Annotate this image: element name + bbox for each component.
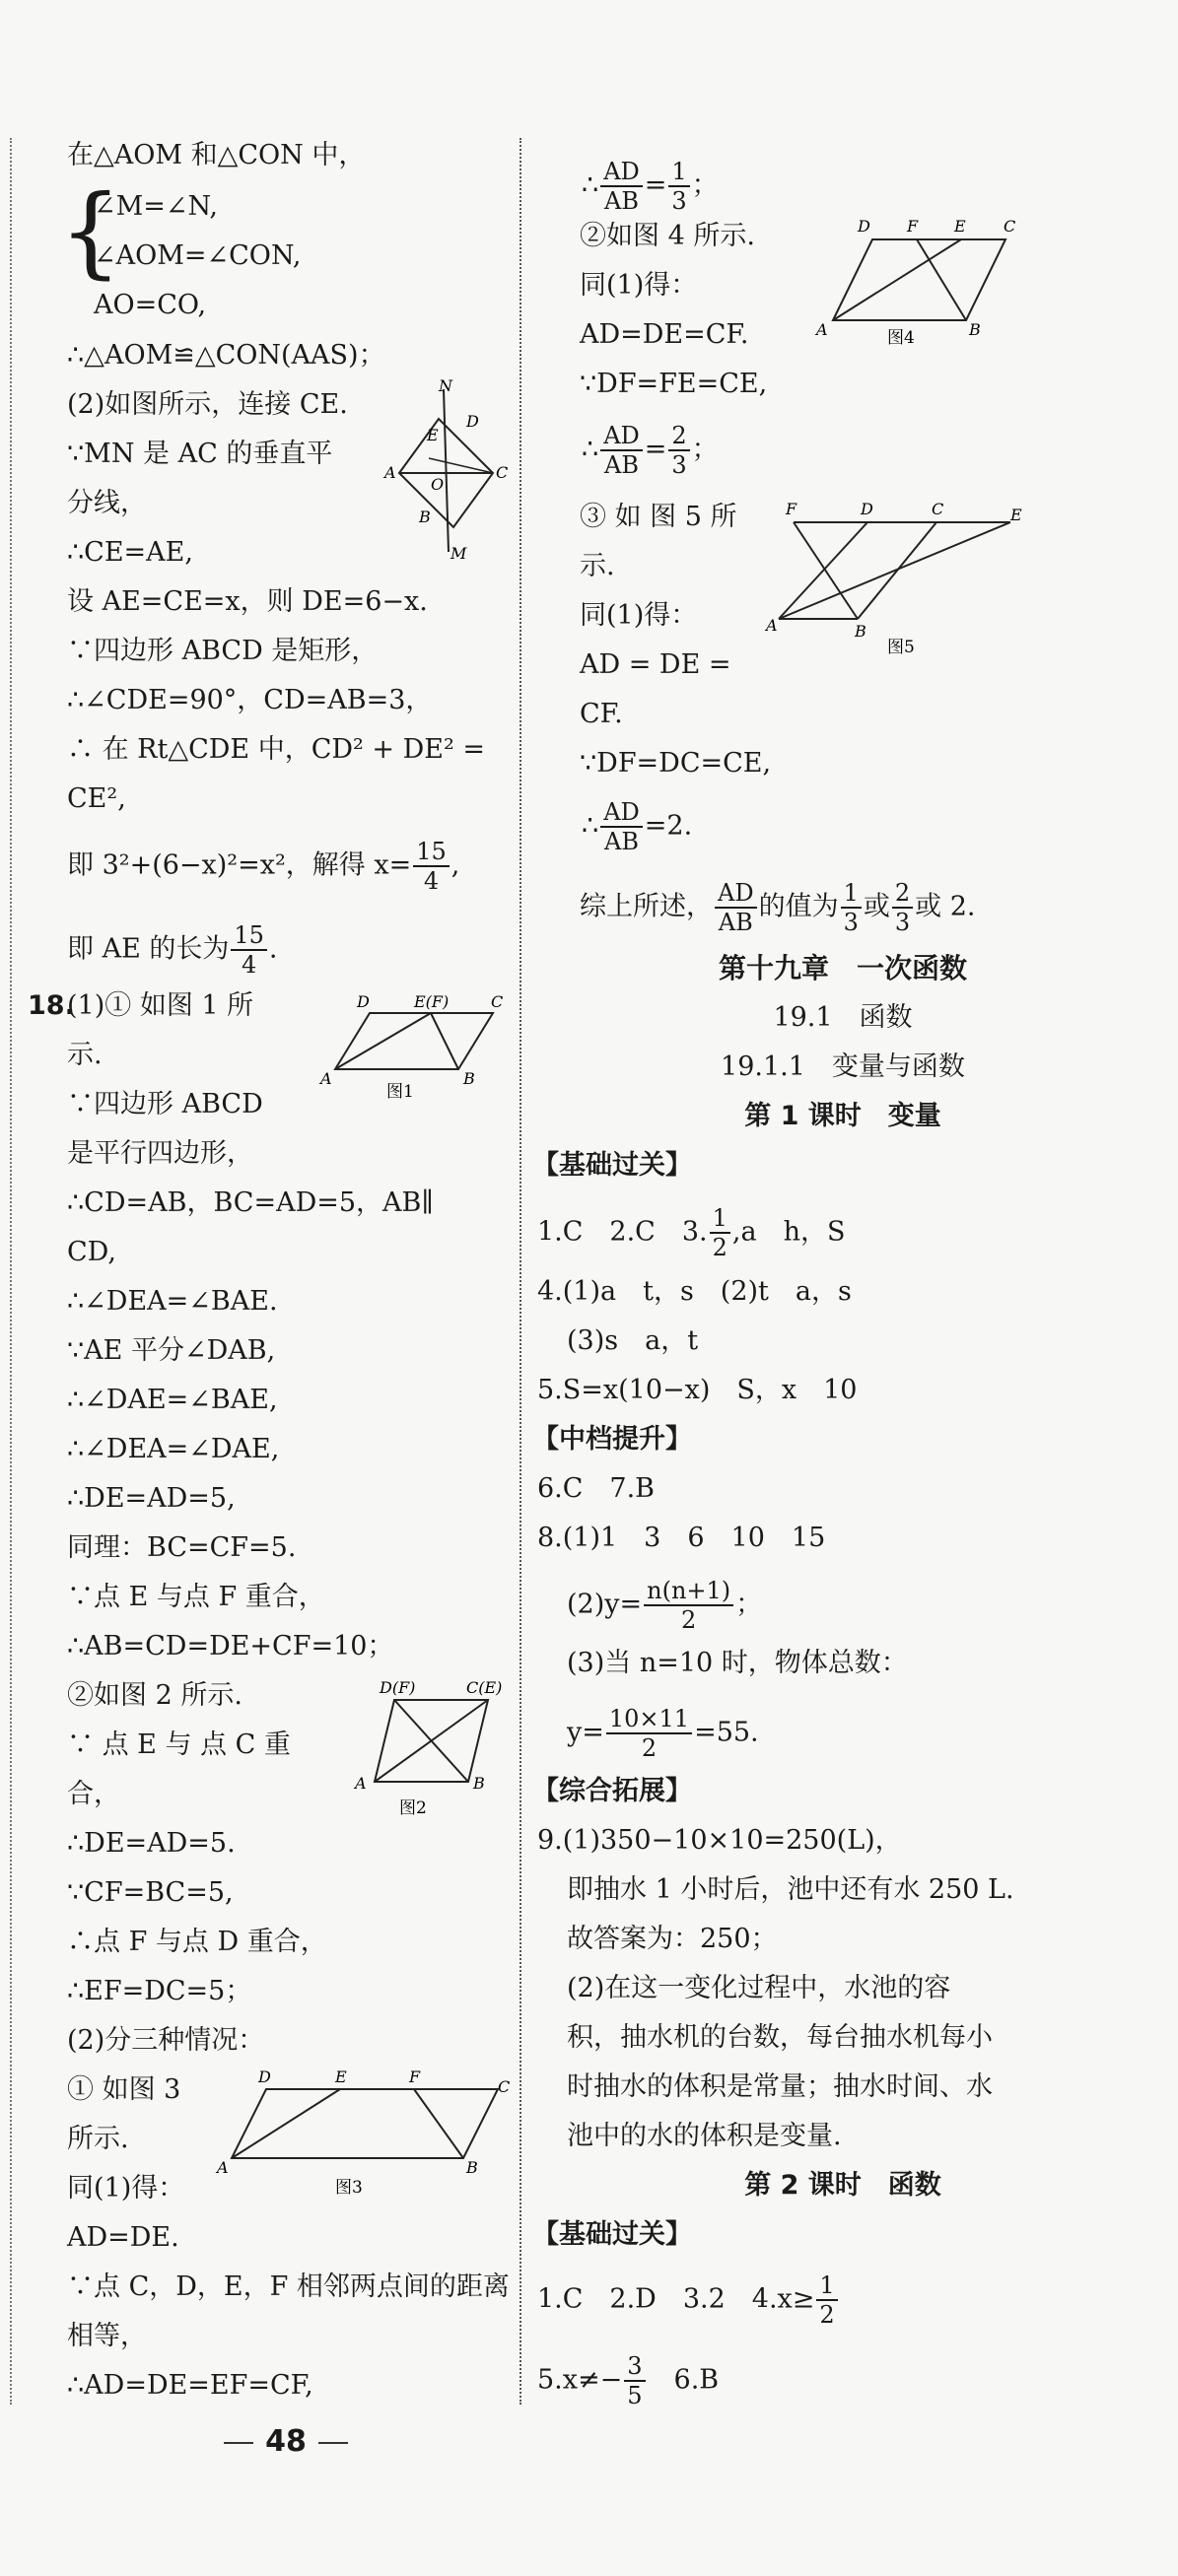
denominator: 3 bbox=[894, 909, 911, 936]
text-line: 是平行四边形， bbox=[67, 1138, 253, 1169]
denominator: 2 bbox=[681, 1606, 697, 1634]
text-line: ∴ 在 Rt△CDE 中，CD² + DE² = bbox=[67, 734, 486, 765]
fraction bbox=[231, 921, 267, 979]
text-line: ∴∠DEA=∠BAE. bbox=[67, 1286, 278, 1317]
text: ； bbox=[691, 434, 719, 465]
point-label: D(F) bbox=[380, 1678, 416, 1697]
text-line: 同(1)得： bbox=[67, 2173, 185, 2203]
point-label: C bbox=[1004, 217, 1016, 236]
text-line: ∵点 E 与点 F 重合， bbox=[67, 1582, 325, 1612]
text-line: 所示. bbox=[67, 2124, 129, 2154]
text-line: 同(1)得： bbox=[580, 600, 698, 631]
point-label: C bbox=[932, 500, 944, 518]
text-line: 同理：BC=CF=5. bbox=[67, 1532, 297, 1563]
point-label: E bbox=[427, 426, 439, 444]
text-line: 合， bbox=[67, 1779, 120, 1809]
section-heading: 【综合拓展】 bbox=[532, 1776, 692, 1806]
point-label: F bbox=[786, 500, 797, 518]
denominator: 3 bbox=[843, 909, 859, 936]
system-brace: { bbox=[59, 173, 122, 289]
text-line: (2)分三种情况： bbox=[67, 2025, 265, 2056]
text-line: AD=DE. bbox=[67, 2222, 179, 2253]
answer-line: (2)在这一变化过程中，水池的容 bbox=[567, 1973, 951, 2003]
text-line: ∵四边形 ABCD 是矩形， bbox=[67, 636, 379, 666]
point-label: C bbox=[496, 463, 509, 482]
answer-line: 积，抽水机的台数，每台抽水机每小 bbox=[567, 2022, 993, 2053]
text: 即 3²+(6−x)²=x²，解得 x= bbox=[67, 849, 412, 881]
figure-3 bbox=[212, 2065, 518, 2203]
text-line bbox=[582, 422, 719, 479]
question-number: 18. bbox=[28, 990, 75, 1021]
text-line: ∴AB=CD=DE+CF=10； bbox=[67, 1631, 394, 1661]
text-line: 即 AE 的长为 $\frac{15}{4}$ . bbox=[67, 921, 278, 979]
point-label: M bbox=[450, 544, 467, 562]
answer-line: 故答案为：250； bbox=[567, 1924, 778, 1954]
point-label: D bbox=[858, 217, 870, 236]
answer-line bbox=[567, 1705, 759, 1762]
point-label: A bbox=[816, 320, 828, 339]
text-line: 在△AOM 和△CON 中， bbox=[67, 140, 366, 170]
text: ∴ bbox=[582, 810, 599, 842]
denominator: 4 bbox=[242, 951, 257, 979]
point-label: A bbox=[766, 616, 778, 635]
point-label: E bbox=[954, 217, 966, 236]
section-title: 19.1 函数 bbox=[773, 1002, 913, 1033]
text-line: ∵AE 平分∠DAB, bbox=[67, 1335, 276, 1366]
point-label: D bbox=[861, 500, 873, 518]
numerator: 1 bbox=[710, 1204, 730, 1234]
text-line: ∵DF=FE=CE, bbox=[580, 369, 768, 399]
text-line: ∴CD=AB，BC=AD=5，AB∥ bbox=[67, 1187, 434, 1218]
numerator: 3 bbox=[624, 2352, 645, 2382]
point-label: E bbox=[1010, 506, 1022, 524]
lesson-title: 第 2 课时 函数 bbox=[744, 2170, 941, 2201]
numerator: 2 bbox=[668, 422, 689, 451]
point-label: B bbox=[419, 508, 431, 526]
text-line: ∵CF=BC=5, bbox=[67, 1877, 234, 1908]
point-label: B bbox=[466, 2158, 478, 2177]
figure-caption: 图5 bbox=[887, 638, 915, 657]
point-label: B bbox=[855, 622, 866, 641]
answer-line: 池中的水的体积是变量. bbox=[567, 2121, 842, 2151]
numerator: AD bbox=[600, 158, 643, 187]
fraction bbox=[668, 158, 689, 215]
fraction bbox=[644, 1577, 733, 1634]
point-label: N bbox=[439, 379, 452, 395]
text-line: (2)如图所示，连接 CE. bbox=[67, 389, 348, 420]
section-heading: 【基础过关】 bbox=[532, 2219, 692, 2250]
text-line: ∵MN 是 AC 的垂直平 bbox=[67, 439, 333, 469]
numerator: 15 bbox=[413, 838, 450, 867]
numerator: 1 bbox=[668, 158, 689, 187]
text-line: ① 如图 3 bbox=[67, 2074, 181, 2105]
text-line: 同(1)得： bbox=[580, 270, 698, 301]
lesson-title: 第 1 课时 变量 bbox=[744, 1101, 941, 1131]
fraction bbox=[600, 798, 643, 855]
fraction bbox=[600, 422, 643, 479]
point-label: C(E) bbox=[466, 1678, 503, 1697]
page-footer bbox=[187, 2424, 384, 2459]
text-line: ∴CE=AE, bbox=[67, 537, 193, 568]
answer-line: 1.C 2.C 3. $\frac{1}{2}$ ,a h，S bbox=[537, 1204, 846, 1261]
denominator: 4 bbox=[423, 867, 440, 895]
numerator: 15 bbox=[231, 921, 267, 951]
answer-line bbox=[537, 2271, 840, 2329]
answer-line: 即抽水 1 小时后，池中还有水 250 L. bbox=[567, 1874, 1014, 1905]
text-line: (1)① 如图 1 所 bbox=[67, 990, 254, 1021]
page-number: 48 bbox=[265, 2424, 307, 2459]
text: 综上所述， bbox=[580, 891, 713, 922]
text: y= bbox=[567, 1717, 604, 1748]
text-line: 即 3²+(6−x)²=x²，解得 x= $\frac{15}{4}$ , bbox=[67, 838, 460, 895]
text-line bbox=[582, 158, 719, 215]
fraction bbox=[710, 1204, 730, 1261]
text-line: 相等， bbox=[67, 2321, 147, 2351]
text-line: 分线， bbox=[67, 488, 147, 518]
text-line: ∴△AOM≌△CON(AAS)； bbox=[67, 340, 385, 371]
text-line: AD=DE=CF. bbox=[580, 319, 749, 350]
text-line: CF. bbox=[580, 699, 623, 729]
text: 的值为 bbox=[758, 891, 839, 922]
section-heading: 【基础过关】 bbox=[532, 1150, 692, 1181]
text: 或 bbox=[863, 891, 890, 922]
fraction bbox=[600, 158, 643, 215]
point-label: F bbox=[409, 2068, 421, 2086]
text-line: ∴∠DEA=∠DAE, bbox=[67, 1434, 280, 1464]
text: =55. bbox=[694, 1717, 759, 1748]
numerator: AD bbox=[600, 798, 643, 828]
text: ∴ bbox=[582, 169, 599, 201]
fraction bbox=[816, 2271, 837, 2329]
denominator: AB bbox=[603, 187, 639, 215]
point-label: C bbox=[491, 992, 504, 1011]
answer-line: (3)s a，t bbox=[567, 1325, 699, 1356]
point-label: E bbox=[335, 2068, 347, 2086]
point-label: C bbox=[498, 2077, 511, 2096]
text-line: ∴EF=DC=5； bbox=[67, 1976, 252, 2006]
denominator: AB bbox=[603, 451, 639, 479]
figure-1 bbox=[315, 985, 513, 1109]
denominator: AB bbox=[603, 828, 639, 855]
fraction bbox=[668, 422, 689, 479]
numerator: AD bbox=[715, 879, 757, 909]
figure-5 bbox=[764, 493, 1030, 665]
denominator: 2 bbox=[712, 1234, 728, 1261]
text-line: 示. bbox=[67, 1040, 103, 1070]
text-line: ∵四边形 ABCD bbox=[67, 1089, 263, 1119]
text: 1.C 2.D 3.2 4.x≥ bbox=[537, 2283, 815, 2315]
text: (2)y= bbox=[567, 1589, 643, 1620]
point-label: A bbox=[320, 1069, 332, 1088]
fraction bbox=[606, 1705, 692, 1762]
text-line: CE², bbox=[67, 783, 126, 814]
point-label: D bbox=[357, 992, 370, 1011]
text-line: ∴DE=AD=5, bbox=[67, 1483, 236, 1514]
text: =2. bbox=[644, 810, 693, 842]
text: ； bbox=[691, 169, 719, 201]
column-separator bbox=[520, 138, 521, 2405]
point-label: A bbox=[355, 1774, 367, 1793]
answer-line: 9.(1)350−10×10=250(L)， bbox=[537, 1825, 902, 1856]
answer-line: 时抽水的体积是常量；抽水时间、水 bbox=[567, 2071, 993, 2102]
point-label: A bbox=[217, 2158, 229, 2177]
numerator: n(n+1) bbox=[644, 1577, 733, 1606]
figure-caption: 图1 bbox=[386, 1082, 414, 1102]
numerator: 2 bbox=[892, 879, 913, 909]
footer-dash bbox=[224, 2442, 253, 2444]
system-line: ∠AOM=∠CON, bbox=[94, 240, 302, 271]
text: a h，S bbox=[740, 1216, 846, 1248]
point-label: E(F) bbox=[414, 992, 450, 1011]
numerator: 10×11 bbox=[606, 1705, 692, 1734]
answer-line: 5.S=x(10−x) S，x 10 bbox=[537, 1375, 858, 1405]
text: 6.B bbox=[647, 2364, 720, 2396]
text-line: ∴AD=DE=EF=CF, bbox=[67, 2370, 313, 2401]
system-line: ∠M=∠N, bbox=[94, 191, 218, 222]
text-line: ∵DF=DC=CE, bbox=[580, 748, 772, 779]
denominator: 5 bbox=[627, 2382, 643, 2409]
text: ； bbox=[735, 1589, 763, 1620]
text: = bbox=[644, 434, 667, 465]
figure-caption: 图4 bbox=[887, 328, 915, 348]
text: 即 AE 的长为 bbox=[67, 933, 230, 965]
numerator: AD bbox=[600, 422, 643, 451]
figure-caption: 图3 bbox=[335, 2178, 363, 2198]
text-line: ∴点 F 与点 D 重合， bbox=[67, 1927, 327, 1957]
fraction bbox=[892, 879, 913, 936]
text: 5.x≠− bbox=[537, 2364, 623, 2396]
answer-line: 8.(1)1 3 6 10 15 bbox=[537, 1523, 826, 1553]
left-margin-line bbox=[10, 138, 12, 2405]
point-label: B bbox=[463, 1069, 475, 1088]
text-line: ∵点 C，D，E，F 相邻两点间的距离 bbox=[67, 2271, 510, 2302]
text-line: ∴∠CDE=90°，CD=AB=3， bbox=[67, 685, 433, 715]
text-line bbox=[582, 798, 692, 855]
text-line: ∴∠DAE=∠BAE, bbox=[67, 1385, 278, 1415]
answer-line: 6.C 7.B bbox=[537, 1473, 656, 1504]
point-label: B bbox=[473, 1774, 485, 1793]
text-line bbox=[580, 879, 975, 936]
denominator: AB bbox=[718, 909, 753, 936]
numerator: 1 bbox=[816, 2271, 837, 2301]
figure-2 bbox=[350, 1675, 513, 1823]
figure-4 bbox=[808, 212, 1030, 350]
text-line: ∵ 点 E 与 点 C 重 bbox=[67, 1729, 291, 1760]
figure-caption: 图2 bbox=[399, 1798, 427, 1818]
section-heading: 【中档提升】 bbox=[532, 1424, 692, 1455]
answer-line: 4.(1)a t，s (2)t a，s bbox=[537, 1276, 852, 1307]
fraction bbox=[841, 879, 862, 936]
text: = bbox=[644, 169, 667, 201]
text-line: ③ 如 图 5 所 bbox=[580, 502, 737, 532]
point-label: D bbox=[258, 2068, 271, 2086]
text: ∴ bbox=[582, 434, 599, 465]
text-line: ②如图 4 所示. bbox=[580, 221, 755, 251]
chapter-title: 第十九章 一次函数 bbox=[718, 952, 967, 984]
numerator: 1 bbox=[841, 879, 862, 909]
text-line: 设 AE=CE=x，则 DE=6−x. bbox=[67, 586, 428, 617]
figure-rectangle-construction bbox=[380, 379, 513, 562]
fraction bbox=[715, 879, 757, 936]
text-line: ②如图 2 所示. bbox=[67, 1680, 243, 1711]
text-line: AD = DE = bbox=[580, 649, 731, 680]
point-label: A bbox=[384, 463, 396, 482]
point-label: O bbox=[431, 475, 445, 494]
fraction bbox=[624, 2352, 645, 2409]
denominator: 2 bbox=[641, 1734, 658, 1762]
system-line: AO=CO, bbox=[94, 290, 207, 320]
text: 1.C 2.C 3. bbox=[537, 1216, 708, 1248]
answer-line bbox=[537, 2352, 719, 2409]
text-line: ∴DE=AD=5. bbox=[67, 1828, 236, 1859]
text-line: 示. bbox=[580, 551, 615, 581]
point-label: F bbox=[907, 217, 919, 236]
text: 或 2. bbox=[915, 891, 976, 922]
answer-line bbox=[567, 1577, 762, 1634]
fraction bbox=[413, 838, 450, 895]
point-label: D bbox=[466, 412, 479, 431]
text-line: CD, bbox=[67, 1237, 116, 1267]
point-label: B bbox=[969, 320, 981, 339]
denominator: 2 bbox=[819, 2301, 835, 2329]
answer-line: (3)当 n=10 时，物体总数： bbox=[567, 1648, 908, 1678]
denominator: 3 bbox=[671, 187, 687, 215]
denominator: 3 bbox=[671, 451, 687, 479]
subsection-title: 19.1.1 变量与函数 bbox=[721, 1051, 965, 1082]
footer-dash bbox=[318, 2442, 348, 2444]
